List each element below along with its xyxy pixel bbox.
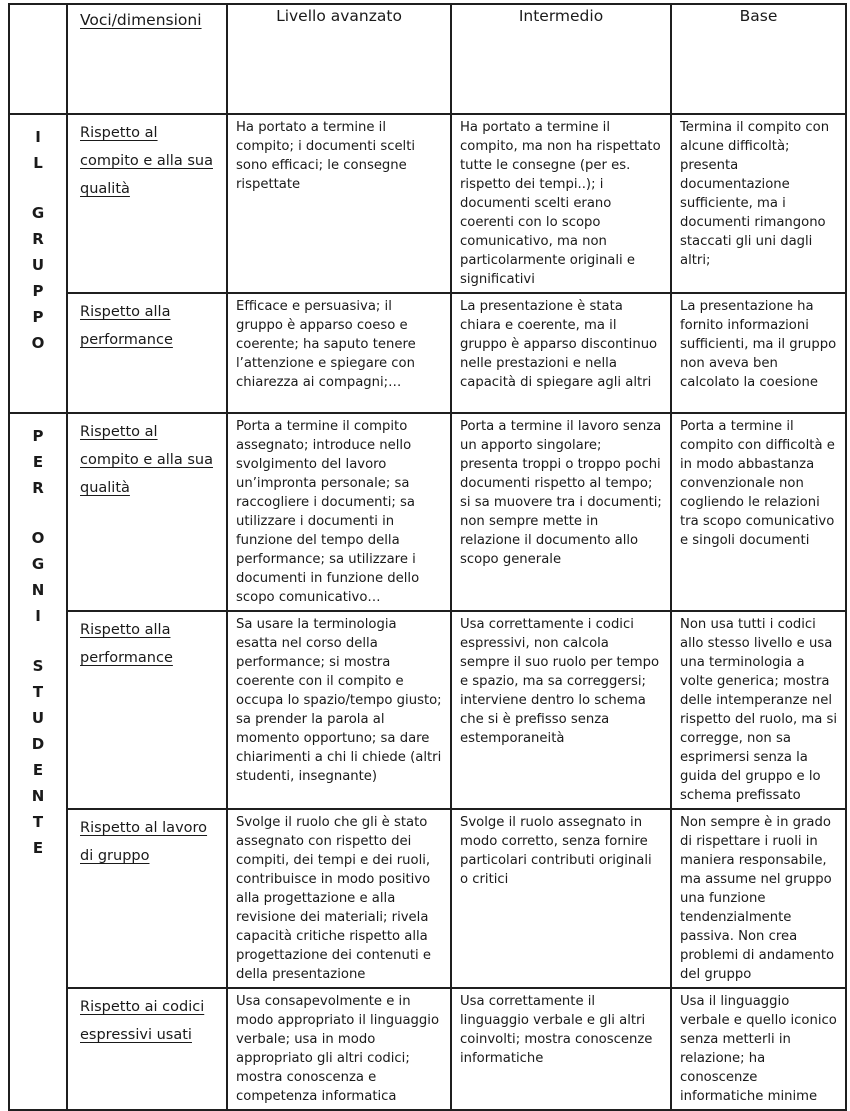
table-row xyxy=(9,809,846,988)
table-row xyxy=(9,293,846,413)
dimension-label: Rispetto ai codici espressivi usati xyxy=(80,999,205,1043)
criteria-cell-avanzato: Sa usare la terminologia esatta nel corso della performance; si mostra coerente con il compito e occupa lo spazio/tempo giusto; sa prender la parola al momento opportuno; sa dare chiarimenti a chi li chiede (altri studenti, insegnante) xyxy=(227,611,451,809)
criteria-cell-intermedio: Usa correttamente il linguaggio verbale e gli altri coinvolti; mostra conoscenze informatiche xyxy=(451,988,671,1110)
criteria-cell-intermedio: Svolge il ruolo assegnato in modo corretto, senza fornire particolari contributi originali o critici xyxy=(451,809,671,988)
criteria-cell-intermedio: La presentazione è stata chiara e coerente, ma il gruppo è apparso discontinuo nelle prestazioni e nella capacità di spiegare agli altri xyxy=(451,293,671,413)
criteria-cell-avanzato: Usa consapevolmente e in modo appropriato il linguaggio verbale; usa in modo appropriato gli altri codici; mostra conoscenza e competenza informatica xyxy=(227,988,451,1110)
criteria-cell-base: Porta a termine il compito con difficoltà e in modo abbastanza convenzionale non cogliendo le relazioni tra scopo comunicativo e singoli documenti xyxy=(671,413,846,611)
dimension-cell xyxy=(67,293,227,413)
dimension-label: Rispetto al compito e alla sua qualità xyxy=(80,424,213,496)
dimension-label: Rispetto al compito e alla sua qualità xyxy=(80,125,213,197)
dimension-label: Rispetto al lavoro di gruppo xyxy=(80,820,208,864)
dimension-cell xyxy=(67,809,227,988)
criteria-cell-base: La presentazione ha fornito informazioni sufficienti, ma il gruppo non aveva ben calcolato la coesione xyxy=(671,293,846,413)
criteria-cell-avanzato: Porta a termine il compito assegnato; introduce nello svolgimento del lavoro un’impronta personale; sa raccogliere i documenti; sa utilizzare i documenti in funzione del tempo della performance; sa utilizzare i documenti in funzione dello scopo comunicativo… xyxy=(227,413,451,611)
table-row xyxy=(9,611,846,809)
header-row xyxy=(9,4,846,114)
dimension-cell xyxy=(67,114,227,293)
dimension-label: Rispetto alla performance xyxy=(80,304,173,348)
dimension-cell xyxy=(67,413,227,611)
dimension-label: Rispetto alla performance xyxy=(80,622,173,666)
section-label-word: GRUPPO xyxy=(31,204,45,352)
table-row xyxy=(9,413,846,611)
criteria-cell-avanzato: Ha portato a termine il compito; i documenti scelti sono efficaci; le consegne rispettate xyxy=(227,114,451,293)
section-label-word: PER xyxy=(32,427,44,497)
criteria-cell-avanzato: Svolge il ruolo che gli è stato assegnato con rispetto dei compiti, dei tempi e dei ruoli, contribuisce in modo positivo alla progettazione e alla revisione dei materiali; rivela capacità critiche rispetto alla progettazione dei contenuti e della presentazione xyxy=(227,809,451,988)
section-label-il-gruppo xyxy=(9,114,67,413)
criteria-cell-base: Termina il compito con alcune difficoltà; presenta documentazione sufficiente, ma i documenti rimangono staccati gli uni dagli altri; xyxy=(671,114,846,293)
column-header-intermedio: Intermedio xyxy=(451,4,671,114)
criteria-cell-base: Non usa tutti i codici allo stesso livello e usa una terminologia a volte generica; mostra delle intemperanze nel rispetto del ruolo, ma si corregge, non sa esprimersi senza la guida del gruppo e lo schema prefissato xyxy=(671,611,846,809)
criteria-cell-base: Non sempre è in grado di rispettare i ruoli in maniera responsabile, ma assume nel gruppo una funzione tendenzialmente passiva. Non crea problemi di andamento del gruppo xyxy=(671,809,846,988)
column-header-livello-avanzato: Livello avanzato xyxy=(227,4,451,114)
section-label-word: IL xyxy=(33,128,43,172)
rubric-table xyxy=(8,3,847,1111)
criteria-cell-base: Usa il linguaggio verbale e quello iconico senza metterli in relazione; ha conoscenze informatiche minime xyxy=(671,988,846,1110)
criteria-cell-intermedio: Usa correttamente i codici espressivi, non calcola sempre il suo ruolo per tempo e spazio, ma sa correggersi; interviene dentro lo schema che si è prefisso senza estemporaneità xyxy=(451,611,671,809)
dimension-cell xyxy=(67,611,227,809)
header-dimension-label: Voci/dimensioni xyxy=(67,4,227,114)
table-row xyxy=(9,114,846,293)
dimension-cell xyxy=(67,988,227,1110)
criteria-cell-avanzato: Efficace e persuasiva; il gruppo è apparso coeso e coerente; ha saputo tenere l’attenzione e spiegare con chiarezza ai compagni;… xyxy=(227,293,451,413)
section-label-word: STUDENTE xyxy=(31,657,45,857)
header-corner-cell xyxy=(9,4,67,114)
criteria-cell-intermedio: Porta a termine il lavoro senza un apporto singolare; presenta troppi o troppo pochi documenti rispetto al tempo; si sa muovere tra i documenti; non sempre mette in relazione il documento allo scopo generale xyxy=(451,413,671,611)
section-label-word: OGNI xyxy=(31,529,45,625)
section-label-per-ogni-studente xyxy=(9,413,67,1110)
criteria-cell-intermedio: Ha portato a termine il compito, ma non ha rispettato tutte le consegne (per es. rispetto dei tempi..); i documenti scelti erano coerenti con lo scopo comunicativo, ma non particolarmente originali e significativi xyxy=(451,114,671,293)
column-header-base: Base xyxy=(671,4,846,114)
table-row xyxy=(9,988,846,1110)
